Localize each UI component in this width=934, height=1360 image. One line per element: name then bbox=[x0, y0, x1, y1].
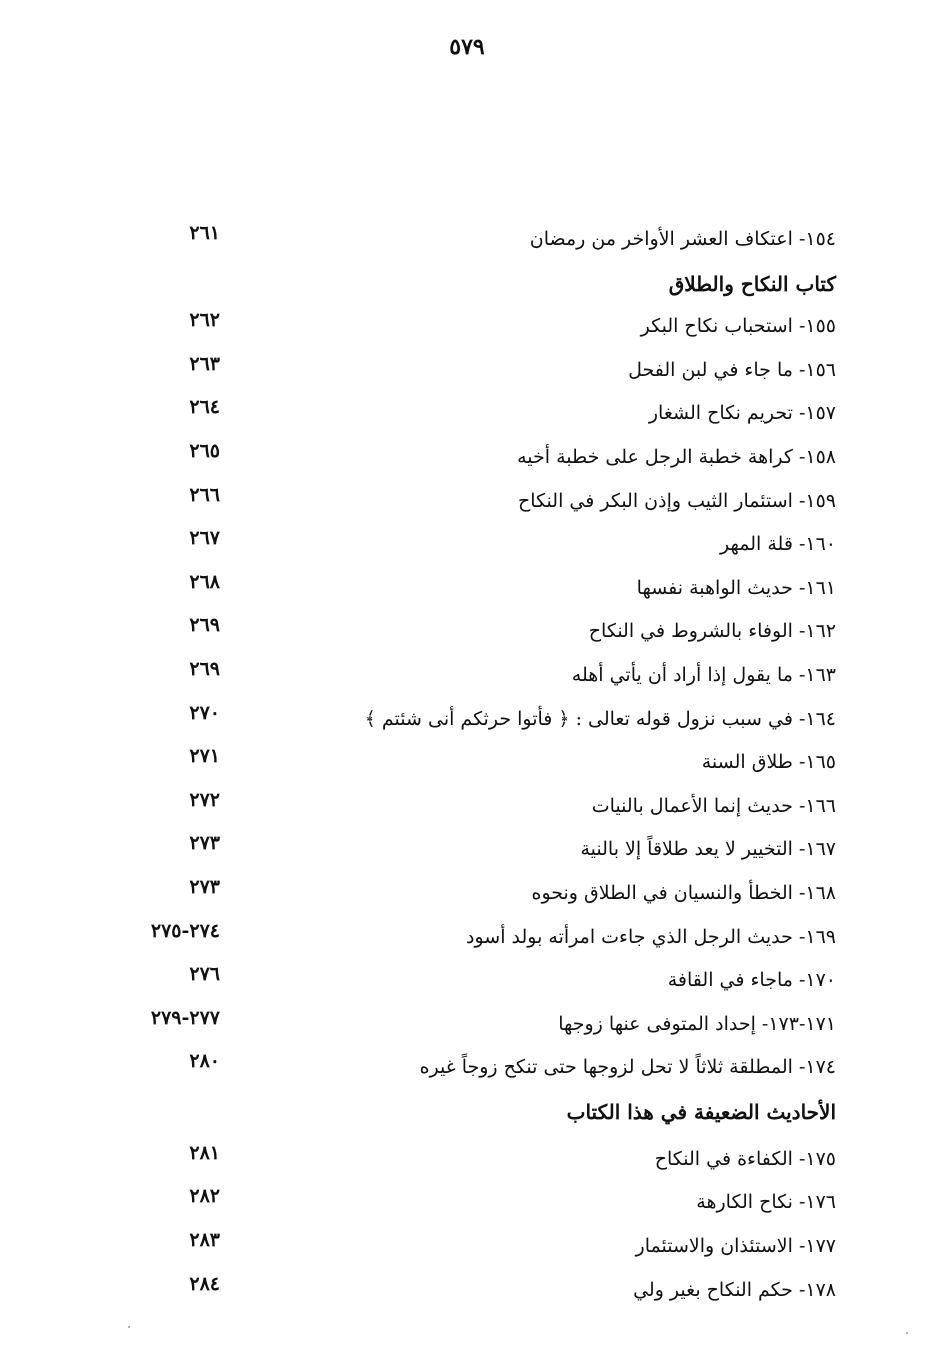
toc-entry-pages: ٢٨١ bbox=[189, 1141, 220, 1164]
toc-entry-pages: ٢٦٧ bbox=[189, 527, 220, 550]
toc-entry-pages: ٢٧٣ bbox=[189, 832, 220, 855]
toc-entry-pages: ٢٦١ bbox=[189, 222, 220, 244]
toc-entry-pages: ٢٦٤ bbox=[189, 396, 220, 419]
toc-entry-title: ١٧٦- نكاح الكارهة bbox=[696, 1191, 836, 1214]
toc-entry-title: ١٧٠- ماجاء في القافة bbox=[667, 969, 836, 992]
page-number: ٥٧٩ bbox=[449, 34, 485, 60]
toc-entry-pages: ٢٧٢ bbox=[189, 788, 220, 811]
toc-entry-title: ١٦٢- الوفاء بالشروط في النكاح bbox=[588, 620, 836, 643]
toc-entry-pages: ٢٧٠ bbox=[189, 701, 220, 724]
toc-row bbox=[0, 353, 934, 397]
toc-entry-pages: ٢٨٢ bbox=[189, 1185, 220, 1208]
toc-entry-title: ١٥٨- كراهة خطبة الرجل على خطبة أخيه bbox=[517, 445, 836, 468]
toc-entry-title: ١٦١- حديث الواهبة نفسها bbox=[636, 576, 836, 599]
toc-row bbox=[0, 396, 934, 440]
toc-row bbox=[0, 1050, 934, 1094]
toc-entry-pages: ٢٦٩ bbox=[189, 614, 220, 637]
toc-entry-pages: ٢٦٣ bbox=[189, 352, 220, 375]
toc-row bbox=[0, 309, 934, 353]
toc-entry-title: ١٥٧- تحريم نكاح الشغار bbox=[648, 402, 836, 425]
toc-entry-title: ١٧٨- حكم النكاح بغير ولي bbox=[633, 1278, 836, 1301]
toc-row bbox=[0, 440, 934, 484]
toc-entry-pages: ٢٧٧-٢٧٩ bbox=[150, 1006, 220, 1029]
toc-entry-title: ١٥٩- استئمار الثيب وإذن البكر في النكاح bbox=[518, 489, 836, 512]
scan-speck bbox=[906, 1332, 908, 1334]
toc-entry-pages: ٢٦٥ bbox=[189, 439, 220, 462]
toc-row bbox=[0, 484, 934, 528]
toc-entry-title: ١٦٦- حديث إنما الأعمال بالنيات bbox=[591, 794, 836, 817]
toc-entry-title: ١٧٤- المطلقة ثلاثاً لا تحل لزوجها حتى تنكح زوجاً غيره bbox=[419, 1056, 836, 1079]
toc-entry-pages: ٢٧٣ bbox=[189, 875, 220, 898]
toc-row bbox=[0, 832, 934, 876]
toc-entry-pages: ٢٦٩ bbox=[189, 657, 220, 680]
toc-entry-title: ١٦٤- في سبب نزول قوله تعالى : ﴿ فأتوا حرثكم أنى شئتم ﴾ bbox=[364, 707, 836, 730]
toc-row bbox=[0, 658, 934, 702]
toc-row bbox=[0, 527, 934, 571]
toc-entry-pages: ٢٨٠ bbox=[189, 1050, 220, 1073]
toc-entry-title: ١٥٦- ما جاء في لبن الفحل bbox=[628, 358, 836, 381]
toc-entry-title: ١٦٣- ما يقول إذا أراد أن يأتي أهله bbox=[571, 663, 836, 686]
toc-entry-pages: ٢٨٤ bbox=[189, 1272, 220, 1295]
toc-row bbox=[0, 745, 934, 789]
table-of-contents bbox=[0, 222, 934, 1316]
toc-entry-title: ١٧٥- الكفاءة في النكاح bbox=[654, 1147, 836, 1170]
toc-row bbox=[0, 1007, 934, 1051]
toc-entry-pages: ٢٧٦ bbox=[189, 963, 220, 986]
toc-entry-pages: ٢٦٦ bbox=[189, 483, 220, 506]
section-heading: الأحاديث الضعيفة في هذا الكتاب bbox=[566, 1099, 836, 1124]
toc-entry-title: ١٦٨- الخطأ والنسيان في الطلاق ونحوه bbox=[531, 881, 836, 904]
scan-speck bbox=[128, 1326, 130, 1328]
toc-entry-pages: ٢٧٤-٢٧٥ bbox=[150, 919, 220, 942]
toc-entry-pages: ٢٦٨ bbox=[189, 570, 220, 593]
toc-row bbox=[0, 963, 934, 1007]
toc-row bbox=[0, 789, 934, 833]
toc-row bbox=[0, 1273, 934, 1317]
toc-row bbox=[0, 222, 934, 266]
toc-entry-title: ١٧٧- الاستئذان والاستئمار bbox=[635, 1235, 836, 1258]
toc-row bbox=[0, 1229, 934, 1273]
toc-entry-title: ١٦٠- قلة المهر bbox=[720, 533, 836, 556]
section-heading: كتاب النكاح والطلاق bbox=[668, 271, 836, 296]
toc-row bbox=[0, 920, 934, 964]
toc-entry-pages: ٢٦٢ bbox=[189, 309, 220, 332]
toc-entry-pages: ٢٨٣ bbox=[189, 1229, 220, 1252]
toc-row bbox=[0, 1142, 934, 1186]
section-heading-row bbox=[0, 1094, 934, 1142]
toc-entry-title: ١٥٥- استحباب نكاح البكر bbox=[640, 315, 836, 338]
toc-row bbox=[0, 571, 934, 615]
section-heading-row bbox=[0, 266, 934, 310]
toc-entry-pages: ٢٧١ bbox=[189, 745, 220, 768]
toc-entry-title: ١٥٤- اعتكاف العشر الأواخر من رمضان bbox=[529, 228, 836, 250]
toc-row bbox=[0, 1185, 934, 1229]
toc-row bbox=[0, 702, 934, 746]
toc-row bbox=[0, 614, 934, 658]
toc-entry-title: ١٧١-١٧٣- إحداد المتوفى عنها زوجها bbox=[558, 1012, 836, 1035]
toc-row bbox=[0, 876, 934, 920]
toc-entry-title: ١٦٩- حديث الرجل الذي جاءت امرأته بولد أسود bbox=[466, 925, 836, 948]
toc-entry-title: ١٦٧- التخيير لا يعد طلاقاً إلا بالنية bbox=[580, 838, 836, 861]
toc-entry-title: ١٦٥- طلاق السنة bbox=[701, 751, 836, 774]
